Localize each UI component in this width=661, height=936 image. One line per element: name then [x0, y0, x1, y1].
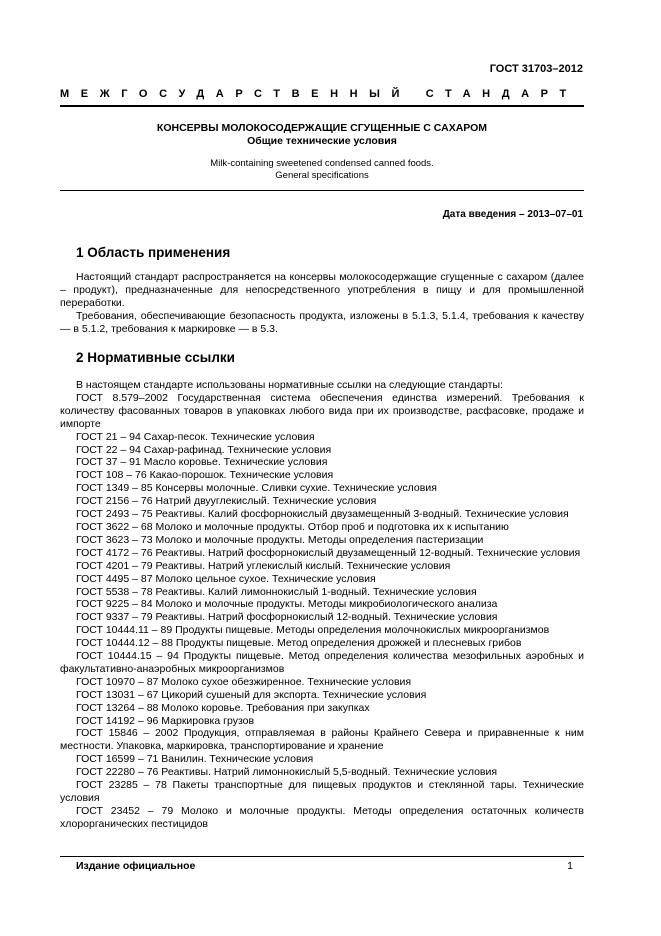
reference-item: ГОСТ 1349 – 85 Консервы молочные. Сливки сухие. Технические условия — [76, 482, 437, 495]
reference-item: ГОСТ 5538 – 78 Реактивы. Калий лимоннокислый 1-водный. Технические условия — [76, 585, 477, 598]
introduction-date: Дата введения – 2013–07–01 — [442, 209, 583, 220]
reference-item: В настоящем стандарте использованы нормативные ссылки на следующие стандарты: — [76, 379, 503, 391]
reference-item: ГОСТ 13031 – 67 Цикорий сушеный для экспорта. Технические условия — [76, 688, 427, 701]
reference-item: ГОСТ 10444.12 – 88 Продукты пищевые. Метод определения дрожжей и плесневых грибов — [76, 637, 522, 650]
header-rule — [60, 105, 584, 107]
section-1-paragraph: Настоящий стандарт распространяется на консервы молокосодержащие сгущенные с сахаром (далее – продукт), предназначенные для непосредственного употребления в пищу и для промышленной переработки. — [60, 271, 584, 309]
section-1-body — [60, 271, 584, 336]
reference-item: ГОСТ 3623 – 73 Молоко и молочные продукты. Методы определения пастеризации — [76, 533, 484, 546]
section-2-heading: 2 Нормативные ссылки — [76, 350, 235, 365]
section-1-heading: 1 Область применения — [76, 245, 231, 260]
english-subtitle: General specifications — [275, 170, 369, 181]
footer-rule — [60, 856, 584, 857]
section-1-paragraph: Требования, обеспечивающие безопасность продукта, изложены в 5.1.3, 5.1.4, требования к качеству — в 5.1.2, требования к маркировке — в 5.3. — [60, 309, 584, 335]
reference-item: ГОСТ 14192 – 96 Маркировка грузов — [76, 714, 255, 727]
document-subtitle: Общие технические условия — [247, 135, 397, 147]
reference-item: ГОСТ 15846 – 2002 Продукция, отправляемая в районы Крайнего Севера и приравненные к ним местности. Упаковка, маркировка, транспортирование и хранение — [60, 727, 584, 753]
reference-item: ГОСТ 2156 – 76 Натрий двууглекислый. Технические условия — [76, 495, 377, 508]
page-number: 1 — [567, 860, 573, 872]
reference-item: ГОСТ 9337 – 79 Реактивы. Натрий фосфорнокислый 12-водный. Технические условия — [76, 611, 498, 624]
reference-item: ГОСТ 13264 – 88 Молоко коровье. Требования при закупках — [76, 701, 370, 714]
english-title: Milk-containing sweetened condensed canned foods. — [210, 158, 434, 169]
reference-item: ГОСТ 10444.15 – 94 Продукты пищевые. Метод определения количества мезофильных аэробных и факультативно-анаэробных микроорганизмов — [60, 650, 584, 675]
interstate-standard-banner: МЕЖГОСУДАРСТВЕННЫЙ СТАНДАРТ — [60, 88, 578, 100]
reference-item: ГОСТ 9225 – 84 Молоко и молочные продукты. Методы микробиологического анализа — [76, 598, 498, 611]
title-rule — [60, 190, 584, 191]
official-edition-label: Издание официальное — [76, 860, 196, 872]
reference-item: ГОСТ 108 – 76 Какао-порошок. Технические условия — [76, 469, 334, 482]
reference-item: ГОСТ 23452 – 79 Молоко и молочные продукты. Методы определения остаточных количеств хлорорганических пестицидов — [60, 804, 584, 830]
reference-item: ГОСТ 10444.11 – 89 Продукты пищевые. Методы определения молочнокислых микроорганизмов — [76, 624, 550, 637]
normative-references-list — [60, 379, 584, 831]
reference-item: ГОСТ 23285 – 78 Пакеты транспортные для пищевых продуктов и стеклянной тары. Технические условия — [60, 779, 584, 804]
reference-item: ГОСТ 22280 – 76 Реактивы. Натрий лимоннокислый 5,5-водный. Технические условия — [76, 766, 498, 779]
reference-item: ГОСТ 8.579–2002 Государственная система обеспечения единства измерений. Требования к количеству фасованных товаров в упаковках любого вида при их производстве, расфасовке, продаже и импорте — [60, 391, 584, 430]
reference-item: ГОСТ 2493 – 75 Реактивы. Калий фосфорнокислый двузамещенный 3-водный. Технические условия — [76, 508, 569, 521]
gost-code: ГОСТ 31703–2012 — [489, 63, 583, 75]
document-title: КОНСЕРВЫ МОЛОКОСОДЕРЖАЩИЕ СГУЩЕННЫЕ С САХАРОМ — [156, 122, 488, 134]
reference-item: ГОСТ 4495 – 87 Молоко цельное сухое. Технические условия — [76, 572, 376, 585]
reference-item: ГОСТ 4201 – 79 Реактивы. Натрий углекислый кислый. Технические условия — [76, 559, 451, 572]
reference-item: ГОСТ 16599 – 71 Ванилин. Технические условия — [76, 753, 314, 766]
reference-item: ГОСТ 10970 – 87 Молоко сухое обезжиренное. Технические условия — [76, 675, 412, 688]
reference-item: ГОСТ 22 – 94 Сахар-рафинад. Технические условия — [76, 443, 332, 456]
reference-item: ГОСТ 37 – 91 Масло коровье. Технические условия — [76, 456, 328, 469]
reference-item: ГОСТ 4172 – 76 Реактивы. Натрий фосфорнокислый двузамещенный 12-водный. Технические условия — [76, 546, 581, 559]
reference-item: ГОСТ 3622 – 68 Молоко и молочные продукты. Отбор проб и подготовка их к испытанию — [76, 520, 509, 533]
reference-item: ГОСТ 21 – 94 Сахар-песок. Технические условия — [76, 430, 315, 443]
